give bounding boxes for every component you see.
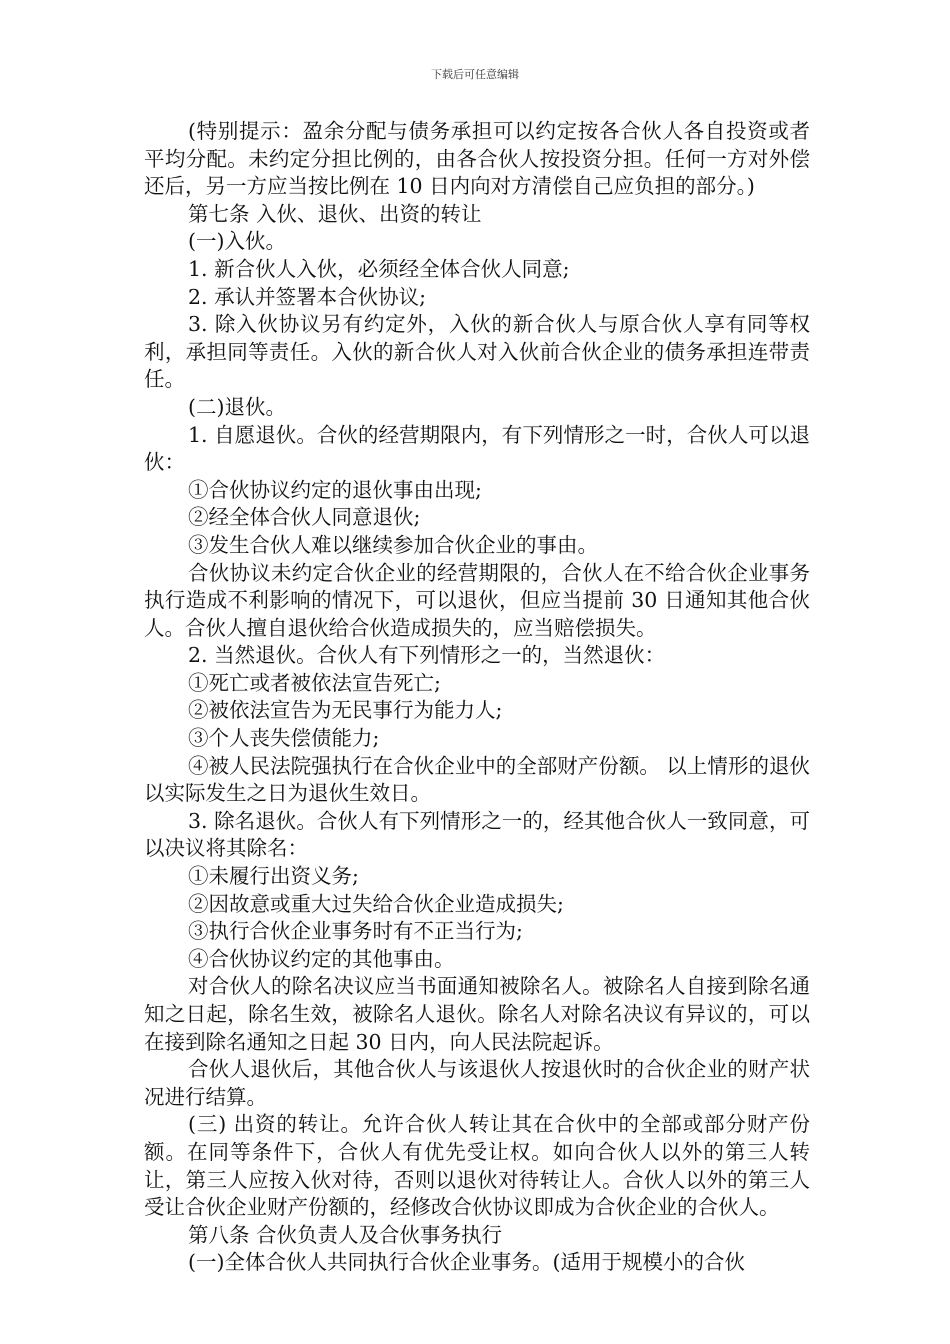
- paragraph: 合伙人退伙后，其他合伙人与该退伙人按退伙时的合伙企业的财产状况进行结算。: [144, 1057, 810, 1109]
- list-item: ①未履行出资义务;: [188, 864, 359, 889]
- list-item: ①死亡或者被依法宣告死亡;: [188, 670, 441, 695]
- list-item: 3. 除入伙协议另有约定外，入伙的新合伙人与原合伙人享有同等权利，承担同等责任。入伙的新合伙人对入伙前合伙企业的债务承担连带责任。: [144, 312, 810, 392]
- article-7-heading: 第七条 入伙、退伙、出资的转让: [188, 201, 482, 226]
- page-header: 下载后可任意编辑: [431, 68, 519, 81]
- list-item: 3. 除名退伙。合伙人有下列情形之一的，经其他合伙人一致同意，可以决议将其除名：: [144, 808, 810, 861]
- paragraph: 合伙协议未约定合伙企业的经营期限的，合伙人在不给合伙企业事务执行造成不利影响的情况下，可以退伙，但应当提前 30 日通知其他合伙人。合伙人擅自退伙给合伙造成损失的，应当赔偿损失。: [144, 560, 810, 640]
- paragraph-special-note: (特别提示：盈余分配与债务承担可以约定按各合伙人各自投资或者平均分配。未约定分担比例的，由各合伙人按投资分担。任何一方对外偿还后，另一方应当按比例在 10 日内向对方清偿自己应负担的部分。): [144, 119, 810, 199]
- list-item: ④合伙协议约定的其他事由。: [188, 946, 455, 971]
- list-item: ②因故意或重大过失给合伙企业造成损失;: [188, 891, 564, 916]
- list-item: 2. 承认并签署本合伙协议;: [188, 284, 426, 309]
- list-item: 1. 自愿退伙。合伙的经营期限内，有下列情形之一时，合伙人可以退伙：: [144, 422, 810, 475]
- list-item: ④被人民法院强执行在合伙企业中的全部财产份额。 以上情形的退伙以实际发生之日为退伙生效日。: [144, 753, 810, 806]
- section-joining-heading: (一)入伙。: [188, 229, 286, 254]
- list-item: ③个人丧失偿债能力;: [188, 726, 380, 751]
- list-item: ②经全体合伙人同意退伙;: [188, 505, 421, 530]
- list-item: 2. 当然退伙。合伙人有下列情形之一的，当然退伙：: [188, 643, 666, 668]
- list-item: ①合伙协议约定的退伙事由出现;: [188, 477, 482, 502]
- list-item: 1. 新合伙人入伙，必须经全体合伙人同意;: [188, 256, 570, 281]
- list-item: ③执行合伙企业事务时有不正当行为;: [188, 919, 523, 944]
- document-body: [144, 118, 810, 1277]
- paragraph: 对合伙人的除名决议应当书面通知被除名人。被除名人自接到除名通知之日起，除名生效，被除名人退伙。除名人对除名决议有异议的，可以在接到除名通知之日起 30 日内，向人民法院起诉。: [144, 974, 810, 1054]
- paragraph: (一)全体合伙人共同执行合伙企业事务。(适用于规模小的合伙: [188, 1250, 745, 1275]
- section-withdrawal-heading: (二)退伙。: [188, 394, 286, 419]
- article-8-heading: 第八条 合伙负责人及合伙事务执行: [188, 1222, 503, 1247]
- section-transfer-paragraph: (三) 出资的转让。允许合伙人转让其在合伙中的全部或部分财产份额。在同等条件下，合伙人有优先受让权。如向合伙人以外的第三人转让，第三人应按入伙对待，否则以退伙对待转让人。合伙人以外的第三人受让合伙企业财产份额的，经修改合伙协议即成为合伙企业的合伙人。: [144, 1112, 810, 1220]
- list-item: ③发生合伙人难以继续参加合伙企业的事由。: [188, 532, 598, 557]
- list-item: ②被依法宣告为无民事行为能力人;: [188, 698, 503, 723]
